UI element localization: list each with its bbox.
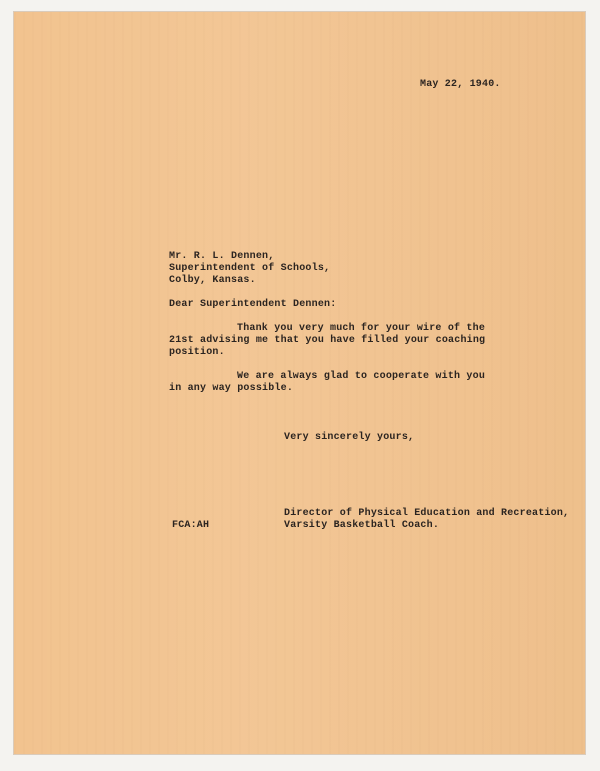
paragraph-1-line-1: Thank you very much for your wire of the — [237, 323, 486, 334]
paragraph-1-line-3: position. — [169, 347, 225, 358]
signature-title-line-1: Director of Physical Education and Recreation, — [284, 508, 570, 519]
paragraph-2-line-1: We are always glad to cooperate with you — [237, 371, 486, 382]
salutation: Dear Superintendent Dennen: — [169, 299, 337, 310]
paragraph-2-line-2: in any way possible. — [169, 383, 294, 394]
closing: Very sincerely yours, — [284, 432, 415, 443]
signature-title-line-2: Varsity Basketball Coach. — [284, 520, 440, 531]
recipient-line-3: Colby, Kansas. — [169, 275, 256, 286]
recipient-line-2: Superintendent of Schools, — [169, 263, 331, 274]
letter-date: May 22, 1940. — [420, 79, 501, 90]
typist-initials: FCA:AH — [172, 520, 210, 531]
paragraph-1-line-2: 21st advising me that you have filled your coaching — [169, 335, 486, 346]
letter-paper — [14, 12, 585, 754]
recipient-line-1: Mr. R. L. Dennen, — [169, 251, 275, 262]
